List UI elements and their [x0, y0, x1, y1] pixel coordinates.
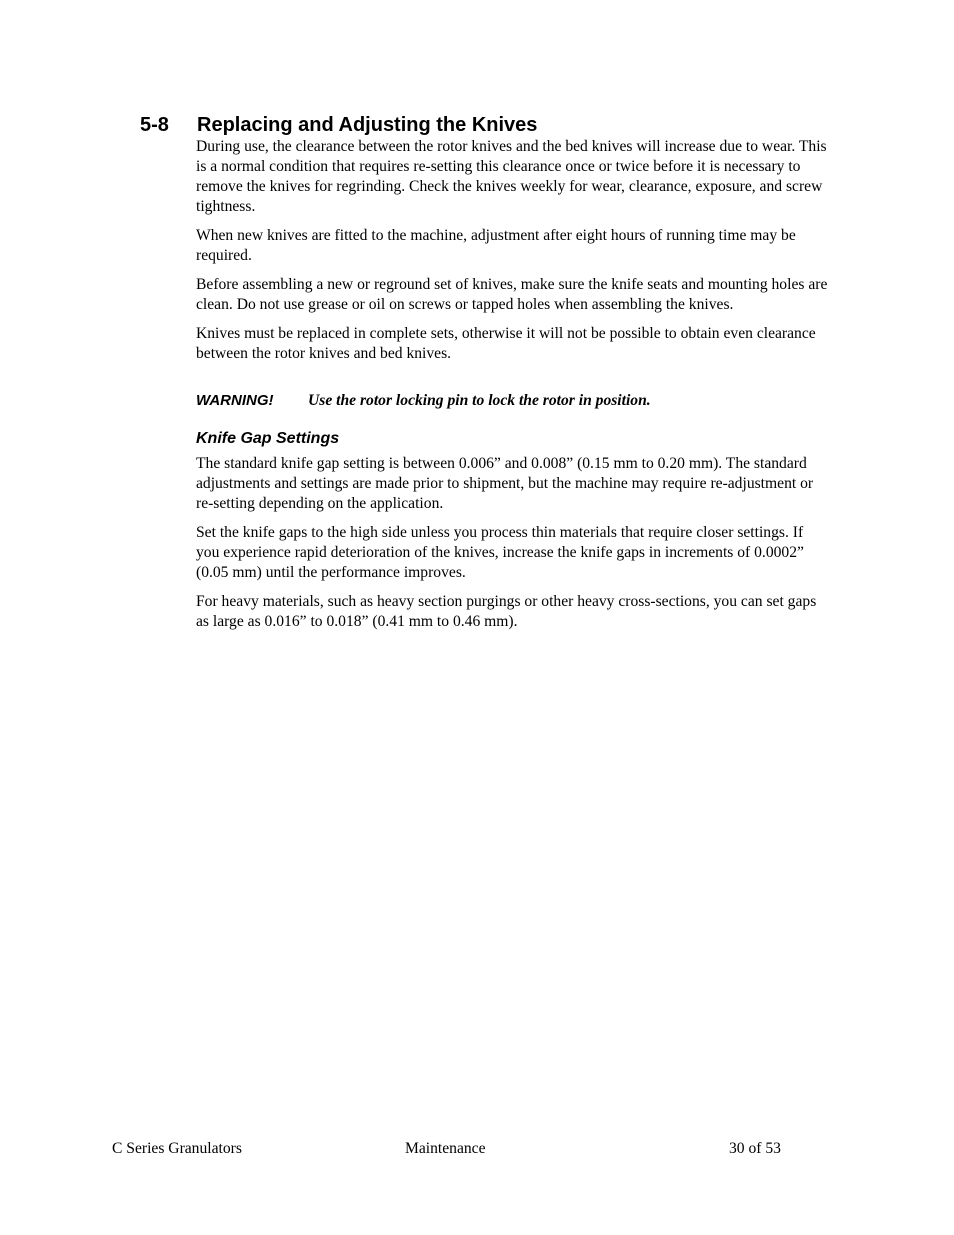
knife-gap-text — [196, 454, 828, 641]
footer-page-number: 30 of 53 — [729, 1140, 781, 1157]
subsection-heading: Knife Gap Settings — [196, 430, 340, 447]
paragraph-high-side: Set the knife gaps to the high side unless you process thin materials that require closer settings. If you experience rapid deterioration of the knives, increase the knife gaps in increments of 0.0002” (0.05 mm) until the performance improves. — [196, 524, 804, 581]
intro-text — [196, 137, 828, 373]
warning-label: WARNING! — [196, 392, 274, 409]
footer-document-title: C Series Granulators — [112, 1140, 242, 1157]
paragraph-standard-gap: The standard knife gap setting is between 0.006” and 0.008” (0.15 mm to 0.20 mm). The standard adjustments and settings are made prior to shipment, but the machine may require re-adjustment or re-setting depending on the application. — [196, 455, 814, 512]
paragraph-complete-sets: Knives must be replaced in complete sets, otherwise it will not be possible to obtain even clearance between the rotor knives and bed knives. — [196, 325, 816, 362]
paragraph-assembly: Before assembling a new or reground set of knives, make sure the knife seats and mounting holes are clean. Do not use grease or oil on screws or tapped holes when assembling the knives. — [196, 276, 828, 313]
paragraph-new-knives: When new knives are fitted to the machine, adjustment after eight hours of running time may be required. — [196, 227, 796, 264]
footer-chapter: Maintenance — [405, 1140, 486, 1157]
section-heading — [140, 112, 537, 138]
section-title: Replacing and Adjusting the Knives — [197, 114, 538, 136]
warning-text: Use the rotor locking pin to lock the rotor in position. — [308, 392, 651, 409]
section-number: 5-8 — [140, 114, 169, 136]
paragraph-wear: During use, the clearance between the rotor knives and the bed knives will increase due to wear. This is a normal condition that requires re-setting this clearance once or twice before it is necessary to remove the knives for regrinding. Check the knives weekly for wear, clearance, exposure, and screw tightness. — [196, 138, 827, 215]
paragraph-heavy-materials: For heavy materials, such as heavy section purgings or other heavy cross-sections, you can set gaps as large as 0.016” to 0.018” (0.41 mm to 0.46 mm). — [196, 593, 817, 630]
warning-note — [196, 391, 651, 411]
